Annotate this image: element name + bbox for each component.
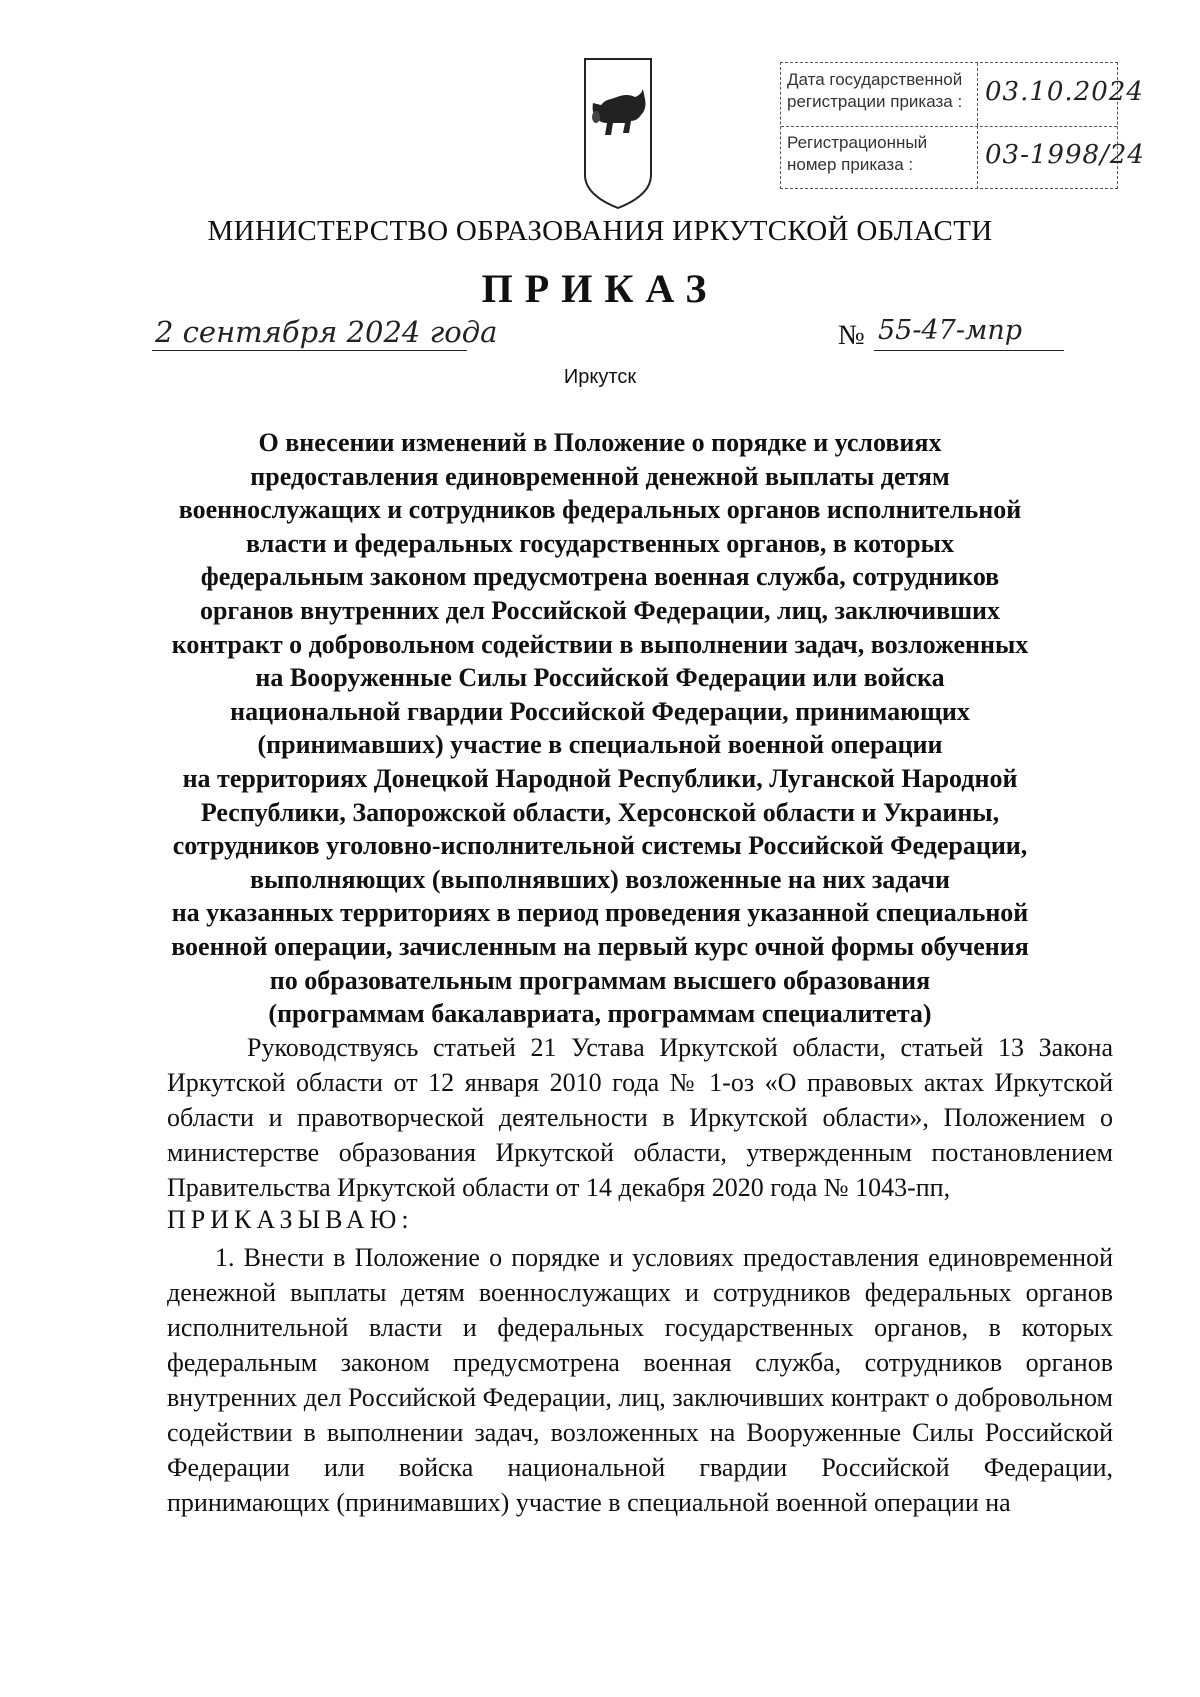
- number-underline: [874, 350, 1064, 351]
- heading-line: на территориях Донецкой Народной Республики, Луганской Народной: [182, 763, 1018, 793]
- heading-line: на указанных территориях в период проведения указанной специальной: [171, 898, 1029, 928]
- order-heading: [150, 426, 1050, 1031]
- registration-date-value: 03.10.2024: [985, 77, 1144, 107]
- date-underline: [152, 350, 467, 351]
- order-number: 55-47-мпр: [878, 315, 1023, 346]
- heading-line: на Вооруженные Силы Российской Федерации или войска: [255, 663, 945, 693]
- heading-line: Республики, Запорожской области, Херсонской области и Украины,: [200, 797, 1000, 827]
- registration-date-label: Дата государственной регистрации приказа :: [787, 70, 963, 111]
- heading-line: по образовательным программам высшего образования: [269, 965, 931, 995]
- heading-line: сотрудников уголовно-исполнительной системы Российской Федерации,: [172, 831, 1028, 861]
- heading-line: власти и федеральных государственных органов, в которых: [246, 528, 954, 558]
- heading-line: (принимавших) участие в специальной военной операции: [257, 730, 943, 760]
- heading-line: контракт о добровольном содействии в выполнении задач, возложенных: [171, 629, 1029, 659]
- document-title: ПРИКАЗ: [481, 266, 719, 311]
- ministry-name: МИНИСТЕРСТВО ОБРАЗОВАНИЯ ИРКУТСКОЙ ОБЛАСТИ: [207, 215, 993, 247]
- heading-line: (программам бакалавриата, программам специалитета): [268, 999, 932, 1029]
- heading-line: предоставления единовременной денежной выплаты детям: [250, 461, 950, 491]
- order-directive: ПРИКАЗЫВАЮ:: [167, 1205, 414, 1234]
- coat-of-arms-icon: [583, 57, 653, 210]
- registration-number-label: Регистрационный номер приказа :: [787, 133, 928, 174]
- stamp-divider: [977, 63, 978, 126]
- number-sign: №: [838, 320, 865, 351]
- registration-stamp: [780, 62, 1145, 189]
- item-1-paragraph: 1. Внести в Положение о порядке и условиях предоставления единовременной денежной выплаты детям военнослужащих и сотрудников федеральных органов исполнительной власти и федеральных государственных органов, в которых федеральным законом предусмотрена военная служба, сотрудников органов внутренних дел Российской Федерации, лиц, заключивших контракт о добровольном содействии в выполнении задач, возложенных на Вооруженные Силы Российской Федерации или войска национальной гвардии Российской Федерации, принимающих (принимавших) участие в специальной военной операции на: [167, 1243, 1113, 1517]
- registration-number-value: 03-1998/24: [985, 140, 1145, 170]
- heading-line: военной операции, зачисленным на первый курс очной формы обучения: [171, 931, 1029, 961]
- preamble-paragraph: Руководствуясь статьей 21 Устава Иркутской области, статьей 13 Закона Иркутской области от 12 января 2010 года № 1-оз «О правовых актах Иркутской области и правотворческой деятельности в Иркутской области», Положением о министерстве образования Иркутской области, утвержденным постановлением Правительства Иркутской области от 14 декабря 2020 года № 1043-пп,: [167, 1033, 1113, 1202]
- heading-line: выполняющих (выполнявших) возложенные на них задачи: [249, 864, 951, 894]
- heading-line: органов внутренних дел Российской Федерации, лиц, заключивших: [199, 595, 1001, 625]
- stamp-divider: [977, 126, 978, 189]
- order-date: 2 сентября 2024 года: [155, 315, 498, 349]
- heading-line: О внесении изменений в Положение о порядке и условиях: [258, 428, 942, 457]
- city-name: Иркутск: [563, 366, 637, 388]
- heading-line: федеральным законом предусмотрена военная служба, сотрудников: [200, 562, 1000, 592]
- heading-line: национальной гвардии Российской Федерации, принимающих: [230, 696, 970, 726]
- registration-number-row: [781, 126, 1145, 189]
- heading-line: военнослужащих и сотрудников федеральных органов исполнительной: [178, 495, 1022, 525]
- registration-date-row: [781, 63, 1144, 127]
